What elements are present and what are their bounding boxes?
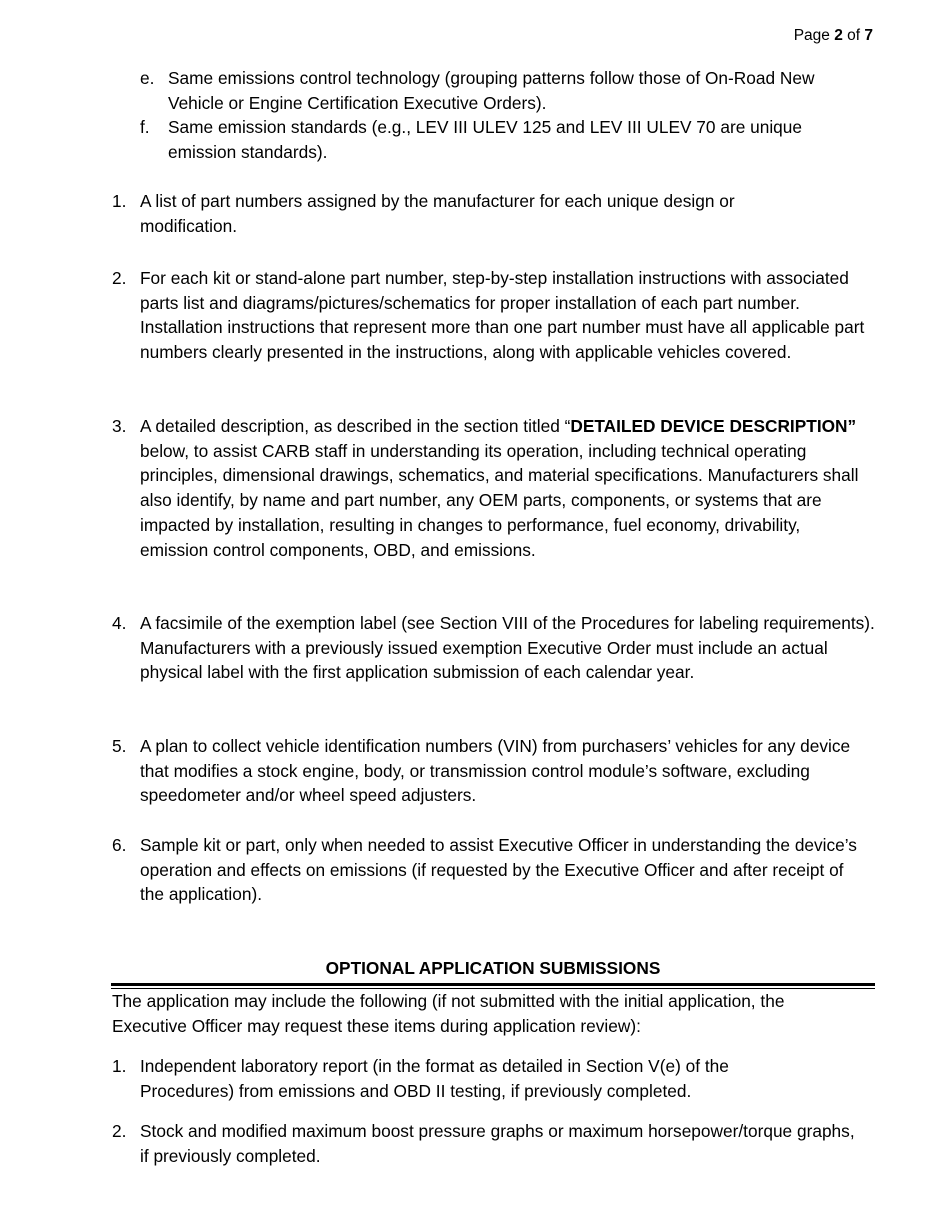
list-item-text [140,414,864,562]
list-item-text: Sample kit or part, only when needed to assist Executive Officer in understanding the device’s operation and effects on emissions (if requested by the Executive Officer and after receipt of the application). [140,835,857,905]
list-item-text: Stock and modified maximum boost pressure graphs or maximum horsepower/torque graphs, if previously completed. [140,1121,855,1166]
list-item-text-end: below, to assist CARB staff in understanding its operation, including technical operating principles, dimensional drawings, schematics, and material specifications. Manufacturers shall also identify, by name and part number, any OEM parts, components, or systems that are impacted by installation, resulting in changes to performance, fuel economy, drivability, emission control components, OBD, and emissions. [140,440,859,560]
list-item-text: A facsimile of the exemption label (see Section VIII of the Procedures for labeling requirements). Manufacturers with a previously issued exemption Executive Order must include an actual physical label with the first application submission of each calendar year. [140,613,875,683]
list-item-number: 2. [112,1121,127,1141]
list-item-number: 4. [112,613,127,633]
list-item-number: 3. [112,416,127,436]
heading-rule-thick [111,983,875,986]
page-number-middle: of [842,27,865,44]
section-intro: The application may include the following (if not submitted with the initial application, the Executive Officer may request these items during application review): [112,991,785,1036]
page-number-prefix: Page [793,27,835,44]
list-item-text: For each kit or stand-alone part number, step-by-step installation instructions with associated parts list and diagrams/pictures/schematics for proper installation of each part number. Installation instructions that represent more than one part number must have all applicable part numbers clearly presented in the instructions, along with applicable vehicles covered. [140,268,865,363]
section-heading: OPTIONAL APPLICATION SUBMISSIONS [325,958,661,978]
sub-item-text: Same emissions control technology (grouping patterns follow those of On-Road New Vehicle or Engine Certification Executive Orders). [168,68,815,113]
list-item-text: A plan to collect vehicle identification numbers (VIN) from purchasers’ vehicles for any device that modifies a stock engine, body, or transmission control module’s software, excluding speedometer and/or wheel speed adjusters. [140,736,851,806]
page-number-total: 7 [864,27,873,44]
list-item-number: 6. [112,835,127,855]
section-reference: DETAILED DEVICE DESCRIPTION” [570,416,857,436]
page-number [794,26,873,46]
sub-item-label: e. [140,68,155,88]
page-number-current: 2 [834,27,843,44]
list-item-number: 1. [112,1056,127,1076]
list-item-text: A list of part numbers assigned by the manufacturer for each unique design or modification. [140,191,735,236]
list-item-text: Independent laboratory report (in the format as detailed in Section V(e) of the Procedures) from emissions and OBD II testing, if previously completed. [140,1056,729,1101]
list-item-number: 2. [112,268,127,288]
list-item-text-start: A detailed description, as described in the section titled “ [140,416,571,436]
list-item-number: 5. [112,736,127,756]
sub-item-label: f. [140,117,150,137]
sub-item-text: Same emission standards (e.g., LEV III ULEV 125 and LEV III ULEV 70 are unique emission standards). [168,117,803,162]
list-item-number: 1. [112,191,127,211]
